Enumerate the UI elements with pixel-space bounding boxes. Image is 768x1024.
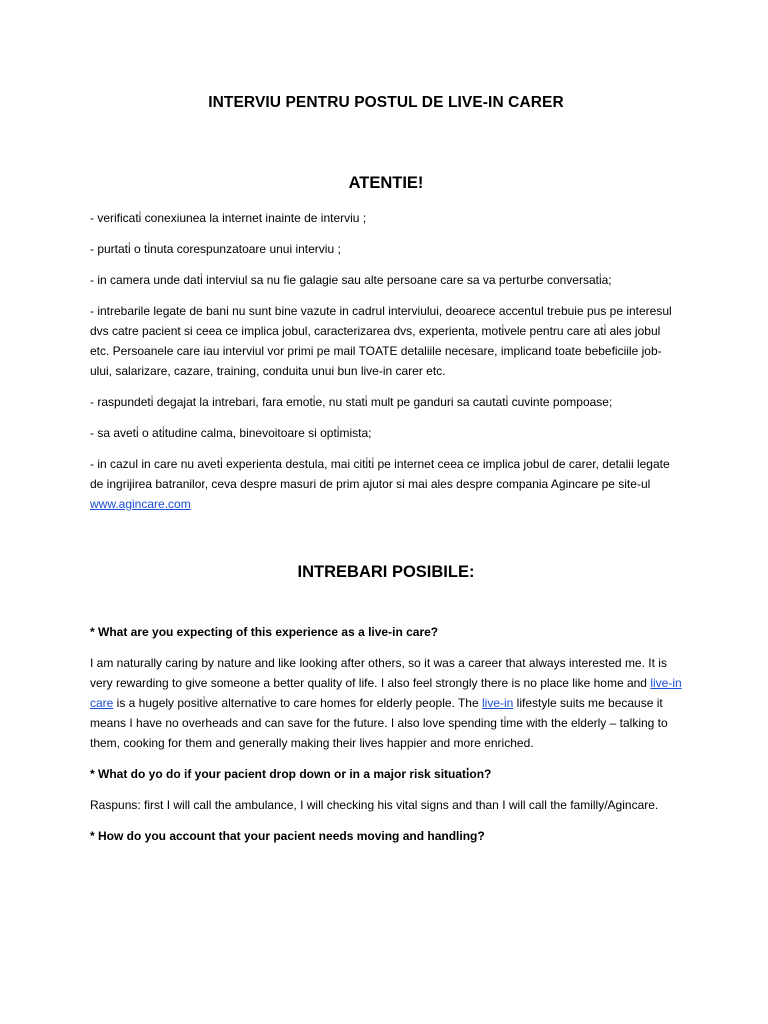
atentie-item: - sa aveti̇ o ati̇tudine calma, binevoitoare si opti̇mista; bbox=[90, 426, 372, 440]
answer-1-text: I am naturally caring by nature and like looking after others, so it was a career that always interested me. It is very rewarding to give someone a better quality of life. I also feel strongly there is no place like home and bbox=[90, 656, 667, 690]
question-2: * What do yo do if your pacient drop down or in a major risk situati̇on? bbox=[90, 767, 492, 781]
atentie-item: - verificati̇ conexiunea la internet inainte de interviu ; bbox=[90, 211, 367, 225]
atentie-item: - intrebarile legate de bani nu sunt bine vazute in cadrul interviului, deoarece accentul trebuie pus pe interesul dvs catre pacient si ceea ce implica jobul, caracterizarea dvs, experienta, moti̇vele pentru care ati̇ ales jobul etc. Persoanele care iau interviul vor primi pe mail TOATE detaliile necesare, implicand toate bebeficiile job-ului, salarizare, cazare, training, conduita unui bun live-in carer etc. bbox=[90, 304, 672, 378]
questions-section bbox=[90, 622, 682, 846]
atentie-item: - purtati̇ o ti̇nuta corespunzatoare unui interviu ; bbox=[90, 242, 341, 256]
live-in-link[interactable]: live-in bbox=[482, 696, 514, 710]
answer-2: Raspuns: first I will call the ambulance, I will checking his vital signs and than I will call the familly/Agincare. bbox=[90, 798, 659, 812]
live-in-care-link[interactable]: live-in care bbox=[90, 676, 682, 710]
question-3: * How do you account that your pacient needs moving and handling? bbox=[90, 829, 485, 843]
answer-1-text: is a hugely positi̇ve alternati̇ve to care homes for elderly people. The bbox=[113, 696, 482, 710]
atentie-item: - in camera unde dati̇ interviul sa nu fie galagie sau alte persoane care sa va perturbe conversati̇a; bbox=[90, 273, 612, 287]
question-1: * What are you expecting of this experience as a live-in care? bbox=[90, 625, 439, 639]
answer-1 bbox=[90, 653, 682, 753]
agincare-link[interactable]: www.agincare.com bbox=[90, 497, 191, 511]
answer-1-text: lifestyle suits me because it means I have no overheads and can save for the future. I also love spending ti̇me with the elderly – talking to them, cooking for them and generally making their lives happier and more enriched. bbox=[90, 696, 668, 750]
intrebari-heading: INTREBARI POSIBILE: bbox=[297, 563, 475, 581]
atentie-list bbox=[90, 208, 682, 514]
atentie-heading: ATENTIE! bbox=[348, 174, 424, 192]
page-title: INTERVIU PENTRU POSTUL DE LIVE-IN CARER bbox=[208, 94, 564, 111]
atentie-item: - raspundeti̇ degajat la intrebari, fara emoti̇e, nu stati̇ mult pe ganduri sa cautati̇ cuvinte pompoase; bbox=[90, 395, 613, 409]
atentie-item-last bbox=[90, 454, 682, 514]
atentie-item-text: - in cazul in care nu aveti̇ experienta destula, mai citi̇ti̇ pe internet ceea ce implica jobul de carer, detalii legate de ingrijirea batranilor, ceva despre masuri de prim ajutor si mai ales despre compania Agincare pe site-ul bbox=[90, 457, 670, 491]
